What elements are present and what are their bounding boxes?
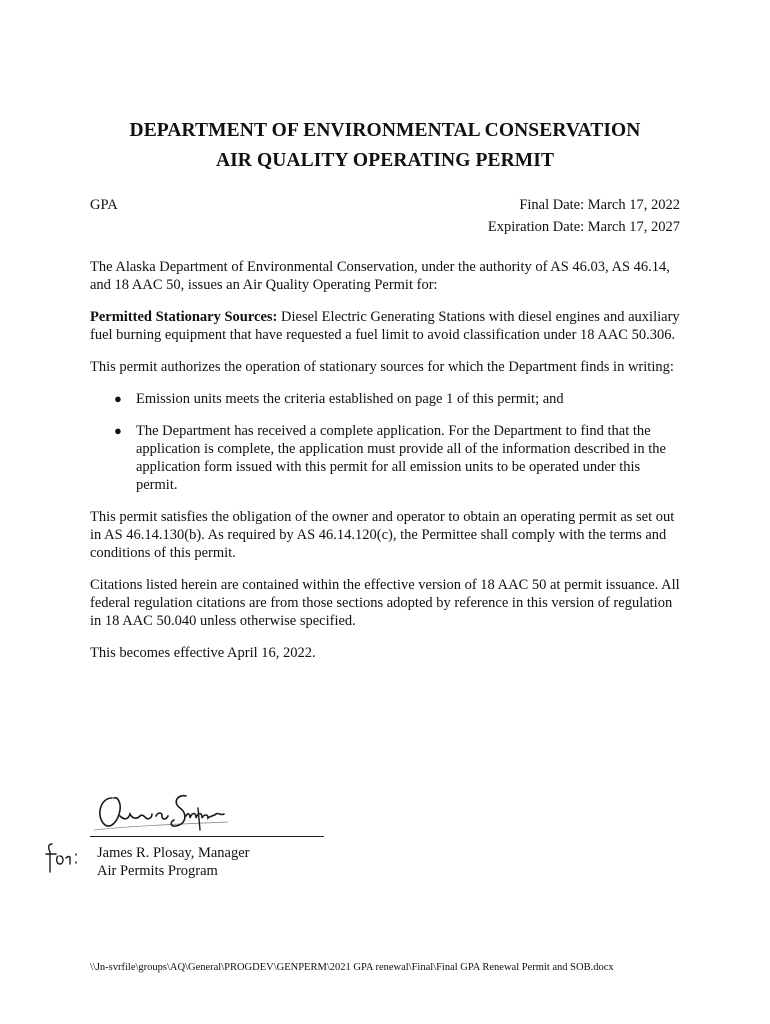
- footer-file-path: \\Jn-svrfile\groups\AQ\General\PROGDEV\GENPERM\2021 GPA renewal\Final\Final GPA Renewal Permit and SOB.docx: [90, 962, 614, 973]
- satisfies-paragraph: This permit satisfies the obligation of the owner and operator to obtain an operating permit as set out in AS 46.14.130(b). As required by AS 46.14.120(c), the Permittee shall comply with the terms and conditions of this permit.: [90, 509, 675, 561]
- sources-paragraph: [90, 308, 682, 344]
- signer-program: Air Permits Program: [97, 863, 218, 879]
- sources-text: Diesel Electric Generating Stations with diesel engines and auxiliary fuel burning equipment that have requested a fuel limit to avoid classification under 18 AAC 50.306.: [90, 309, 680, 343]
- permit-id: GPA: [90, 197, 118, 213]
- title-permit-type: AIR QUALITY OPERATING PERMIT: [215, 150, 555, 171]
- signature-line: [90, 836, 324, 837]
- expiration-date: Expiration Date: March 17, 2027: [487, 219, 680, 235]
- bullet-icon: ●: [114, 391, 122, 406]
- for-note-image: [40, 840, 90, 880]
- intro-paragraph: The Alaska Department of Environmental Conservation, under the authority of AS 46.03, AS 46.14, and 18 AAC 50, issues an Air Quality Operating Permit for:: [90, 259, 670, 293]
- final-date: Final Date: March 17, 2022: [519, 197, 680, 213]
- citations-paragraph: Citations listed herein are contained within the effective version of 18 AAC 50 at permit issuance. All federal regulation citations are from those sections adopted by reference in this version of regulation in 18 AAC 50.040 unless otherwise specified.: [90, 577, 680, 629]
- signature-image: [90, 786, 230, 836]
- permit-dates: [488, 194, 680, 238]
- signer-info: [97, 844, 250, 880]
- permit-body: [90, 258, 682, 676]
- sources-label: Permitted Stationary Sources:: [90, 309, 278, 325]
- title-department: DEPARTMENT OF ENVIRONMENTAL CONSERVATION: [129, 120, 641, 141]
- list-item-text: The Department has received a complete application. For the Department to find that the application is complete, the application must provide all of the information described in the application form issued with this permit for all emission units to be operated under this permit.: [136, 423, 666, 493]
- list-item-text: Emission units meets the criteria established on page 1 of this permit; and: [136, 391, 564, 407]
- criteria-list: [90, 390, 682, 494]
- authorizes-paragraph: This permit authorizes the operation of stationary sources for which the Department finds in writing:: [90, 359, 674, 375]
- bullet-icon: ●: [114, 423, 122, 438]
- document-title: [0, 116, 770, 176]
- list-item: [114, 390, 682, 408]
- signer-name: James R. Plosay, Manager: [97, 845, 250, 861]
- list-item: [114, 422, 682, 494]
- signature-block: [40, 780, 360, 890]
- effective-paragraph: This becomes effective April 16, 2022.: [90, 645, 316, 661]
